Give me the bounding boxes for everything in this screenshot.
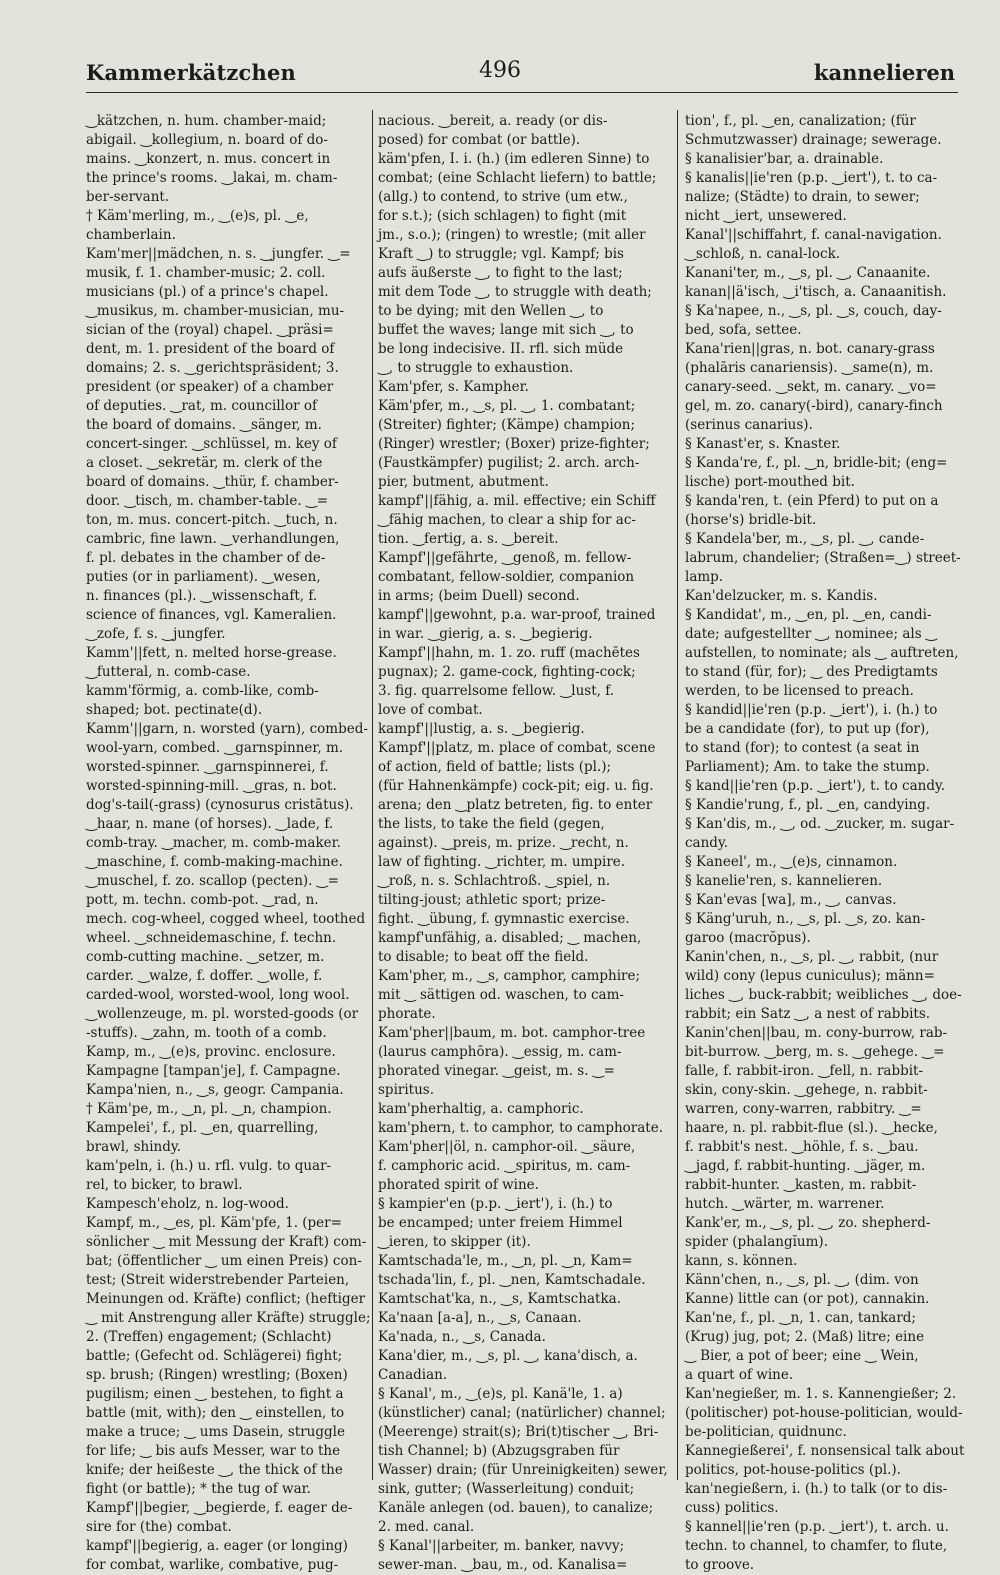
entry-line: combatant, fellow-soldier, companion	[378, 569, 635, 585]
entry-line: f. pl. debates in the chamber of de-	[86, 550, 326, 566]
entry-line: § kandid||ie'ren (p.p. ‿iert'), i. (h.) to	[685, 702, 938, 718]
entry-line: Kampagne [tampan'je], f. Campagne.	[86, 1063, 341, 1079]
entry-line: lamp.	[685, 569, 724, 585]
entry-line: garoo (macrŏpus).	[685, 930, 811, 946]
entry-line: science of finances, vgl. Kameralien.	[86, 607, 337, 623]
entry-line: labrum, chandelier; (Straßen=‿) street-	[685, 550, 961, 566]
entry-line: combat; (eine Schlacht liefern) to battle;	[378, 170, 657, 186]
entry-line: musicians (pl.) of a prince's chapel.	[86, 284, 329, 300]
entry-line: Kannegießerei', f. nonsensical talk about	[685, 1443, 965, 1459]
entry-line: (Streiter) fighter; (Kämpe) champion;	[378, 417, 636, 433]
entry-line: worsted-spinning-mill. ‿gras, n. bot.	[86, 778, 337, 794]
entry-line: § Kanal'||arbeiter, m. banker, navvy;	[378, 1538, 625, 1554]
entry-line: pott, m. techn. comb-pot. ‿rad, n.	[86, 892, 319, 908]
entry-line: Kampesch'eholz, n. log-wood.	[86, 1196, 289, 1212]
entry-line: the lists, to take the field (gegen,	[378, 816, 605, 832]
entry-line: concert-singer. ‿schlüssel, m. key of	[86, 436, 337, 452]
entry-line: for combat, warlike, combative, pug-	[86, 1557, 339, 1573]
entry-line: (Faustkämpfer) pugilist; 2. arch. arch-	[378, 455, 640, 471]
entry-line: pier, butment, abutment.	[378, 474, 549, 490]
entry-line: ‿musikus, m. chamber-musician, mu-	[86, 303, 345, 319]
entry-line: † Käm'merling, m., ‿(e)s, pl. ‿e,	[86, 208, 309, 224]
entry-line: Kana'dier, m., ‿s, pl. ‿, kana'disch, a.	[378, 1348, 638, 1364]
entry-line: be a candidate (for), to put up (for),	[685, 721, 930, 737]
entry-line: (allg.) to contend, to strive (um etw.,	[378, 189, 628, 205]
entry-line: Kanäle anlegen (od. bauen), to canalize;	[378, 1500, 654, 1516]
entry-line: ‿, to struggle to exhaustion.	[378, 360, 574, 376]
entry-line: spider (phalangĭum).	[685, 1234, 828, 1250]
entry-line: brawl, shindy.	[86, 1139, 182, 1155]
entry-line: cuss) politics.	[685, 1500, 779, 1516]
entry-line: ‿ieren, to skipper (it).	[378, 1234, 531, 1250]
entry-line: ‿schloß, n. canal-lock.	[685, 246, 841, 262]
entry-line: for life; ‿ bis aufs Messer, war to the	[86, 1443, 341, 1459]
entry-line: skin, cony-skin. ‿gehege, n. rabbit-	[685, 1082, 928, 1098]
entry-line: n. finances (pl.). ‿wissenschaft, f.	[86, 588, 318, 604]
entry-line: § Kanast'er, s. Knaster.	[685, 436, 841, 452]
entry-line: Kanin'chen||bau, m. cony-burrow, rab-	[685, 1025, 948, 1041]
entry-line: werden, to be licensed to preach.	[685, 683, 914, 699]
entry-line: comb-tray. ‿macher, m. comb-maker.	[86, 835, 341, 851]
entry-line: be long indecisive. II. rfl. sich müde	[378, 341, 624, 357]
entry-line: politics, pot-house-politics (pl.).	[685, 1462, 901, 1478]
column-3	[685, 112, 965, 1573]
entry-line: Kam'pher||öl, n. camphor-oil. ‿säure,	[378, 1139, 636, 1155]
entry-line: to disable; to beat off the field.	[378, 949, 589, 965]
entry-line: chamberlain.	[86, 227, 176, 243]
entry-line: test; (Streit widerstrebender Parteien,	[86, 1272, 350, 1288]
entry-line: rabbit-hunter. ‿kasten, m. rabbit-	[685, 1177, 917, 1193]
entry-line: 2. med. canal.	[378, 1519, 475, 1535]
entry-line: Kan'ne, f., pl. ‿n, 1. can, tankard;	[685, 1310, 916, 1326]
entry-line: § kanalis||ie'ren (p.p. ‿iert'), t. to ca-	[685, 170, 938, 186]
entry-line: kanan||ä'isch, ‿i'tisch, a. Canaanitish.	[685, 284, 947, 300]
entry-line: wheel. ‿schneidemaschine, f. techn.	[86, 930, 337, 946]
entry-line: aufstellen, to nominate; als ‿ auftreten,	[685, 645, 959, 661]
entry-line: wild) cony (lepus cuniculus); männ=	[685, 968, 935, 984]
entry-line: Wasser) drain; (für Unreinigkeiten) sewer,	[378, 1462, 668, 1478]
entry-line: sink, gutter; (Wasserleitung) conduit;	[378, 1481, 635, 1497]
entry-line: (politischer) pot-house-politician, would-	[685, 1405, 963, 1421]
entry-line: for s.t.); (sich schlagen) to fight (mit	[378, 208, 627, 224]
entry-line: Kamtschat'ka, n., ‿s, Kamtschatka.	[378, 1291, 622, 1307]
entry-line: a closet. ‿sekretär, m. clerk of the	[86, 455, 323, 471]
entry-line: phorated vinegar. ‿geist, m. s. ‿=	[378, 1063, 615, 1079]
entry-line: § Kandie'rung, f., pl. ‿en, candying.	[685, 797, 931, 813]
entry-line: make a truce; ‿ ums Dasein, struggle	[86, 1424, 345, 1440]
entry-line: § Ka'napee, n., ‿s, pl. ‿s, couch, day-	[685, 303, 942, 319]
entry-line: ‿jagd, f. rabbit-hunting. ‿jäger, m.	[685, 1158, 926, 1174]
running-head-left: Kammerkätzchen	[86, 60, 296, 85]
entry-line: Kamtschada'le, m., ‿n, pl. ‿n, Kam=	[378, 1253, 633, 1269]
entry-line: mit dem Tode ‿, to struggle with death;	[378, 284, 652, 300]
entry-line: bat; (öffentlicher ‿ um einen Preis) con-	[86, 1253, 362, 1269]
entry-line: tion. ‿fertig, a. s. ‿bereit.	[378, 531, 559, 547]
entry-line: (Ringer) wrestler; (Boxer) prize-fighter;	[378, 436, 650, 452]
entry-line: Meinungen od. Kräfte) conflict; (heftiger	[86, 1291, 366, 1307]
entry-line: § Kanda're, f., pl. ‿n, bridle-bit; (eng=	[685, 455, 948, 471]
entry-line: Parliament); Am. to take the stump.	[685, 759, 930, 775]
entry-line: jm., s.o.); (ringen) to wrestle; (mit aller	[378, 227, 646, 243]
entry-line: kam'phern, t. to camphor, to camphorate.	[378, 1120, 664, 1136]
entry-line: § Kan'evas [wa], m., ‿, canvas.	[685, 892, 897, 908]
entry-line: (Krug) jug, pot; 2. (Maß) litre; eine	[685, 1329, 925, 1345]
header-rule	[86, 92, 958, 93]
entry-line: (serinus canarius).	[685, 417, 813, 433]
entry-line: Kampf'||hahn, m. 1. zo. ruff (machētes	[378, 645, 640, 661]
entry-line: kam'pherhaltig, a. camphoric.	[378, 1101, 584, 1117]
entry-line: kampf'||lustig, a. s. ‿begierig.	[378, 721, 585, 737]
entry-line: of action, field of battle; lists (pl.);	[378, 759, 612, 775]
entry-line: be-politician, quidnunc.	[685, 1424, 847, 1440]
entry-line: Kampf, m., ‿es, pl. Käm'pfe, 1. (per=	[86, 1215, 342, 1231]
column-2	[378, 112, 668, 1573]
entry-line: Kampf'||gefährte, ‿genoß, m. fellow-	[378, 550, 632, 566]
entry-line: bit-burrow. ‿berg, m. s. ‿gehege. ‿=	[685, 1044, 945, 1060]
entry-line: comb-cutting machine. ‿setzer, m.	[86, 949, 325, 965]
entry-line: § kanelie'ren, s. kannelieren.	[685, 873, 883, 889]
entry-line: kamm'förmig, a. comb-like, comb-	[86, 683, 319, 699]
entry-line: Kanne) little can (or pot), cannakin.	[685, 1291, 930, 1307]
entry-line: fight (or battle); * the tug of war.	[86, 1481, 311, 1497]
entry-line: in war. ‿gierig, a. s. ‿begierig.	[378, 626, 593, 642]
entry-line: rabbit; ein Satz ‿, a nest of rabbits.	[685, 1006, 931, 1022]
entry-line: dent, m. 1. president of the board of	[86, 341, 335, 357]
entry-line: fight. ‿übung, f. gymnastic exercise.	[378, 911, 630, 927]
entry-line: Käm'pfer, m., ‿s, pl. ‿, 1. combatant;	[378, 398, 636, 414]
entry-line: (horse's) bridle-bit.	[685, 512, 817, 528]
entry-line: ‿roß, n. s. Schlachtroß. ‿spiel, n.	[378, 873, 611, 889]
entry-line: shaped; bot. pectinate(d).	[86, 702, 263, 718]
entry-line: § Kandela'ber, m., ‿s, pl. ‿, cande-	[685, 531, 925, 547]
entry-line: Kam'mer||mädchen, n. s. ‿jungfer. ‿=	[86, 246, 351, 262]
entry-line: ‿wollenzeuge, m. pl. worsted-goods (or	[86, 1006, 359, 1022]
entry-line: § Käng'uruh, n., ‿s, pl. ‿s, zo. kan-	[685, 911, 926, 927]
entry-line: Kamm'||garn, n. worsted (yarn), combed-	[86, 721, 368, 737]
entry-line: § Kan'dis, m., ‿, od. ‿zucker, m. sugar-	[685, 816, 955, 832]
entry-line: sp. brush; (Ringen) wrestling; (Boxen)	[86, 1367, 348, 1383]
entry-line: the board of domains. ‿sänger, m.	[86, 417, 322, 433]
entry-line: ‿futteral, n. comb-case.	[86, 664, 251, 680]
entry-line: sönlicher ‿ mit Messung der Kraft) com-	[86, 1234, 367, 1250]
entry-line: Kampf'||begier, ‿begierde, f. eager de-	[86, 1500, 353, 1516]
entry-line: Kampelei', f., pl. ‿en, quarrelling,	[86, 1120, 319, 1136]
entry-line: Kam'pfer, s. Kampher.	[378, 379, 529, 395]
entry-line: kam'peln, i. (h.) u. rfl. vulg. to quar-	[86, 1158, 332, 1174]
entry-line: abigail. ‿kollegium, n. board of do-	[86, 132, 328, 148]
column-1	[86, 112, 371, 1573]
entry-line: Canadian.	[378, 1367, 448, 1383]
entry-line: § Kaneel', m., ‿(e)s, cinnamon.	[685, 854, 898, 870]
entry-line: spiritus.	[378, 1082, 434, 1098]
entry-line: (phalāris canariensis). ‿same(n), m.	[685, 360, 934, 376]
entry-line: nicht ‿iert, unsewered.	[685, 208, 847, 224]
entry-line: bed, sofa, settee.	[685, 322, 802, 338]
entry-line: in arms; (beim Duell) second.	[378, 588, 580, 604]
entry-line: hutch. ‿wärter, m. warrener.	[685, 1196, 885, 1212]
entry-line: carder. ‿walze, f. doffer. ‿wolle, f.	[86, 968, 323, 984]
entry-line: of deputies. ‿rat, m. councillor of	[86, 398, 317, 414]
entry-line: musik, f. 1. chamber-music; 2. coll.	[86, 265, 326, 281]
entry-line: (für Hahnenkämpfe) cock-pit; eig. u. fig.	[378, 778, 654, 794]
entry-line: ‿muschel, f. zo. scallop (pecten). ‿=	[86, 873, 339, 889]
entry-line: Kraft ‿) to struggle; vgl. Kampf; bis	[378, 246, 624, 262]
entry-line: kampf'unfähig, a. disabled; ‿ machen,	[378, 930, 642, 946]
entry-line: carded-wool, worsted-wool, long wool.	[86, 987, 350, 1003]
entry-line: kann, s. können.	[685, 1253, 798, 1269]
entry-line: ber-servant.	[86, 189, 170, 205]
entry-line: § kannel||ie'ren (p.p. ‿iert'), t. arch. u.	[685, 1519, 949, 1535]
entry-line: (Meerenge) strait(s); Bri(t)tischer ‿, Bri-	[378, 1424, 659, 1440]
entry-line: to groove.	[685, 1557, 755, 1573]
entry-line: nalize; (Städte) to drain, to sewer;	[685, 189, 920, 205]
entry-line: § Kanal', m., ‿(e)s, pl. Kanä'le, 1. a)	[378, 1386, 623, 1402]
entry-line: Kamm'||fett, n. melted horse-grease.	[86, 645, 337, 661]
column-divider-2	[677, 110, 678, 1480]
entry-line: tion', f., pl. ‿en, canalization; (für	[685, 113, 916, 129]
entry-line: ton, m. mus. concert-pitch. ‿tuch, n.	[86, 512, 338, 528]
entry-line: to stand (for); to contest (a seat in	[685, 740, 920, 756]
entry-line: president (or speaker) of a chamber	[86, 379, 334, 395]
entry-line: tschada'lin, f., pl. ‿nen, Kamtschadale.	[378, 1272, 646, 1288]
entry-line: Kan'delzucker, m. s. Kandis.	[685, 588, 878, 604]
entry-line: kampf'||begierig, a. eager (or longing)	[86, 1538, 348, 1554]
entry-line: love of combat.	[378, 702, 483, 718]
entry-line: ‿ Bier, a pot of beer; eine ‿ Wein,	[685, 1348, 919, 1364]
entry-line: knife; der heißeste ‿, the thick of the	[86, 1462, 343, 1478]
entry-line: posed) for combat (or battle).	[378, 132, 581, 148]
entry-line: arena; den ‿platz betreten, fig. to enter	[378, 797, 653, 813]
entry-line: ‿fähig machen, to clear a ship for ac-	[378, 512, 636, 528]
entry-line: Kanani'ter, m., ‿s, pl. ‿, Canaanite.	[685, 265, 931, 281]
column-divider-1	[372, 110, 373, 1480]
entry-line: ‿ mit Anstrengung aller Kräfte) struggle;	[86, 1310, 371, 1326]
entry-line: puties (or in parliament). ‿wesen,	[86, 569, 321, 585]
entry-line: cambric, fine lawn. ‿verhandlungen,	[86, 531, 340, 547]
entry-line: aufs äußerste ‿, to fight to the last;	[378, 265, 623, 281]
entry-line: f. camphoric acid. ‿spiritus, m. cam-	[378, 1158, 631, 1174]
entry-line: domains; 2. s. ‿gerichtspräsident; 3.	[86, 360, 339, 376]
entry-line: Schmutzwasser) drainage; sewerage.	[685, 132, 942, 148]
entry-line: ‿kätzchen, n. hum. chamber-maid;	[86, 113, 327, 129]
running-head-right: kannelieren	[813, 60, 955, 85]
entry-line: buffet the waves; lange mit sich ‿, to	[378, 322, 634, 338]
entry-line: to be dying; mit den Wellen ‿, to	[378, 303, 604, 319]
entry-line: warren, cony-warren, rabbitry. ‿=	[685, 1101, 922, 1117]
entry-line: against). ‿preis, m. prize. ‿recht, n.	[378, 835, 629, 851]
entry-line: f. rabbit's nest. ‿höhle, f. s. ‿bau.	[685, 1139, 919, 1155]
page-number: 496	[479, 58, 521, 83]
entry-line: date; aufgestellter ‿, nominee; als ‿	[685, 626, 937, 642]
entry-line: tilting-joust; athletic sport; prize-	[378, 892, 606, 908]
entry-line: pugnax); 2. game-cock, fighting-cock;	[378, 664, 636, 680]
entry-line: Kam'pher, m., ‿s, camphor, camphire;	[378, 968, 641, 984]
entry-line: techn. to channel, to chamfer, to flute,	[685, 1538, 948, 1554]
entry-line: battle (mit, with); den ‿ einstellen, to	[86, 1405, 345, 1421]
entry-line: Ka'naan [a-a], n., ‿s, Canaan.	[378, 1310, 582, 1326]
entry-line: mit ‿ sättigen od. waschen, to cam-	[378, 987, 624, 1003]
entry-line: Känn'chen, n., ‿s, pl. ‿, (dim. von	[685, 1272, 919, 1288]
entry-line: law of fighting. ‿richter, m. umpire.	[378, 854, 626, 870]
entry-line: candy.	[685, 835, 729, 851]
entry-line: sician of the (royal) chapel. ‿präsi=	[86, 322, 334, 338]
entry-line: Kanal'||schiffahrt, f. canal-navigation.	[685, 227, 942, 243]
entry-line: Kanin'chen, n., ‿s, pl. ‿, rabbit, (nur	[685, 949, 939, 965]
entry-line: tish Channel; b) (Abzugsgraben für	[378, 1443, 620, 1459]
entry-line: a quart of wine.	[685, 1367, 794, 1383]
entry-line: § Kandidat', m., ‿en, pl. ‿en, candi-	[685, 607, 932, 623]
entry-line: (laurus camphōra). ‿essig, m. cam-	[378, 1044, 622, 1060]
entry-line: lische) port-mouthed bit.	[685, 474, 855, 490]
entry-line: gel, m. zo. canary(-bird), canary-finch	[685, 398, 943, 414]
entry-line: wool-yarn, combed. ‿garnspinner, m.	[86, 740, 344, 756]
entry-line: worsted-spinner. ‿garnspinnerei, f.	[86, 759, 329, 775]
entry-line: falle, f. rabbit-iron. ‿fell, n. rabbit-	[685, 1063, 924, 1079]
entry-line: ‿zofe, f. s. ‿jungfer.	[86, 626, 226, 642]
entry-line: sewer-man. ‿bau, m., od. Kanalisa=	[378, 1557, 628, 1573]
entry-line: kampf'||fähig, a. mil. effective; ein Schiff	[378, 493, 656, 509]
entry-line: käm'pfen, I. i. (h.) (im edleren Sinne) to	[378, 151, 650, 167]
entry-line: Kan'negießer, m. 1. s. Kannengießer; 2.	[685, 1386, 957, 1402]
entry-line: Kampf'||platz, m. place of combat, scene	[378, 740, 656, 756]
entry-line: phorate.	[378, 1006, 436, 1022]
entry-line: Kank'er, m., ‿s, pl. ‿, zo. shepherd-	[685, 1215, 931, 1231]
entry-line: kampf'||gewohnt, p.a. war-proof, trained	[378, 607, 656, 623]
entry-line: -stuffs). ‿zahn, m. tooth of a comb.	[86, 1025, 327, 1041]
entry-line: 2. (Treffen) engagement; (Schlacht)	[86, 1329, 332, 1345]
entry-line: battle; (Gefecht od. Schlägerei) fight;	[86, 1348, 343, 1364]
entry-line: haare, n. pl. rabbit-flue (sl.). ‿hecke,	[685, 1120, 938, 1136]
entry-line: § kampier'en (p.p. ‿iert'), i. (h.) to	[378, 1196, 613, 1212]
entry-line: mech. cog-wheel, cogged wheel, toothed	[86, 911, 366, 927]
entry-line: rel, to bicker, to brawl.	[86, 1177, 243, 1193]
entry-line: board of domains. ‿thür, f. chamber-	[86, 474, 339, 490]
entry-line: Kana'rien||gras, n. bot. canary-grass	[685, 341, 935, 357]
entry-line: ‿maschine, f. comb-making-machine.	[86, 854, 343, 870]
entry-line: canary-seed. ‿sekt, m. canary. ‿vo=	[685, 379, 937, 395]
entry-line: phorated spirit of wine.	[378, 1177, 539, 1193]
entry-line: (künstlicher) canal; (natürlicher) channel;	[378, 1405, 666, 1421]
entry-line: ‿haar, n. mane (of horses). ‿lade, f.	[86, 816, 334, 832]
entry-line: door. ‿tisch, m. chamber-table. ‿=	[86, 493, 329, 509]
entry-line: † Käm'pe, m., ‿n, pl. ‿n, champion.	[86, 1101, 332, 1117]
entry-line: be encamped; unter freiem Himmel	[378, 1215, 623, 1231]
entry-line: kan'negießern, i. (h.) to talk (or to dis-	[685, 1481, 948, 1497]
entry-line: dog's-tail(-grass) (cynosurus cristātus).	[86, 797, 354, 813]
entry-line: the prince's rooms. ‿lakai, m. cham-	[86, 170, 338, 186]
entry-line: nacious. ‿bereit, a. ready (or dis-	[378, 113, 608, 129]
entry-line: Kamp, m., ‿(e)s, provinc. enclosure.	[86, 1044, 336, 1060]
entry-line: Kam'pher||baum, m. bot. camphor-tree	[378, 1025, 646, 1041]
entry-line: § kanda'ren, t. (ein Pferd) to put on a	[685, 493, 939, 509]
entry-line: to stand (für, for); ‿ des Predigtamts	[685, 664, 938, 680]
entry-line: mains. ‿konzert, n. mus. concert in	[86, 151, 331, 167]
entry-line: Ka'nada, n., ‿s, Canada.	[378, 1329, 546, 1345]
entry-line: pugilism; einen ‿ bestehen, to fight a	[86, 1386, 344, 1402]
entry-line: 3. fig. quarrelsome fellow. ‿lust, f.	[378, 683, 615, 699]
entry-line: § kanalisier'bar, a. drainable.	[685, 151, 884, 167]
entry-line: § kand||ie'ren (p.p. ‿iert'), t. to candy.	[685, 778, 946, 794]
entry-line: sire for (the) combat.	[86, 1519, 232, 1535]
entry-line: liches ‿, buck-rabbit; weibliches ‿, doe-	[685, 987, 962, 1003]
entry-line: Kampa'nien, n., ‿s, geogr. Campania.	[86, 1082, 344, 1098]
